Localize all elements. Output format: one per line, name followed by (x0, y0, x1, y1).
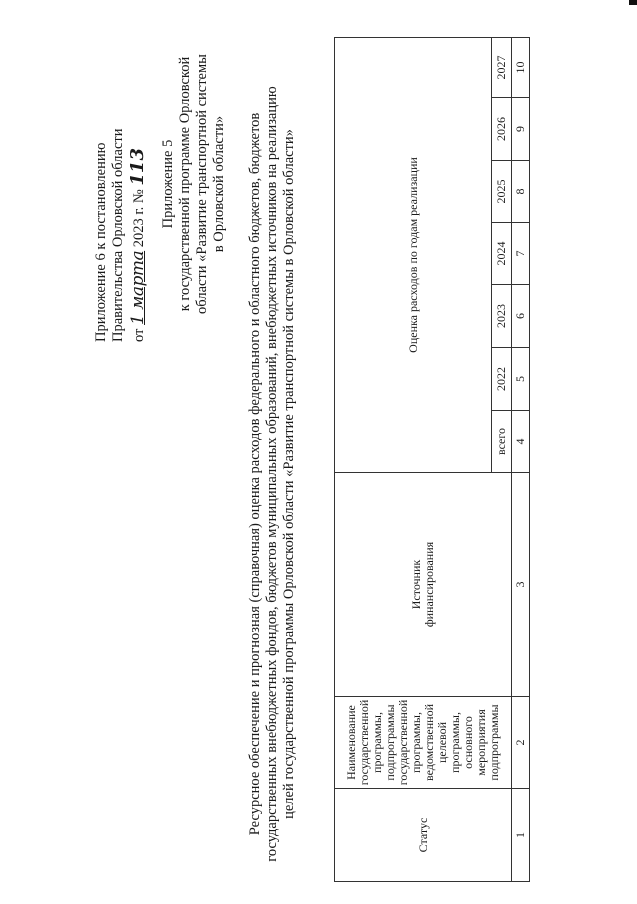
header-name-line: программы, (409, 712, 423, 773)
approval-line-1: Приложение 6 к постановлению (93, 142, 109, 342)
header-program-name (335, 697, 512, 789)
header-name-line: подпрограммы (487, 704, 501, 781)
year-2027: 2027 (492, 38, 512, 98)
date-year: 2023 г. № (131, 189, 147, 248)
header-name-line: ведомственной (422, 704, 436, 781)
column-number: 2 (512, 697, 530, 789)
column-number: 7 (512, 223, 530, 285)
column-number: 8 (512, 161, 530, 223)
column-number: 5 (512, 348, 530, 411)
document-title-line-3: целей государственной программы Орловской области «Развитие транспортной системы в Орловской области» (281, 129, 297, 819)
annex-line-1: к государственной программе Орловской (177, 56, 193, 312)
column-number: 9 (512, 98, 530, 161)
annex-line-2: области «Развитие транспортной системы (194, 54, 210, 314)
year-2024: 2024 (492, 223, 512, 285)
header-name-line: подпрограммы (383, 704, 397, 781)
approval-line-2: Правительства Орловской области (110, 128, 126, 342)
year-2023: 2023 (492, 285, 512, 348)
header-row (335, 38, 492, 882)
handwritten-number: 113 (127, 148, 148, 186)
annex-block (160, 34, 228, 334)
header-name-line: государственной (357, 699, 371, 786)
document-title-line-1: Ресурсное обеспечение и прогнозная (справочная) оценка расходов федерального и областного бюджетов, бюджетов (247, 112, 263, 836)
header-name-line: программы, (370, 712, 384, 773)
column-number: 4 (512, 411, 530, 473)
header-name-line: мероприятия (474, 709, 488, 776)
header-funding-source (335, 473, 512, 697)
year-total: всего (492, 411, 512, 473)
header-status: Статус (335, 789, 512, 882)
column-number: 1 (512, 789, 530, 882)
header-source-line: финансирования (422, 541, 436, 628)
year-2026: 2026 (492, 98, 512, 161)
column-number: 10 (512, 38, 530, 98)
date-prefix: от (131, 328, 147, 342)
document-title (247, 54, 298, 894)
header-name-line: государственной (396, 699, 410, 786)
header-name-line: целевой программы, (435, 712, 462, 773)
approval-block (93, 22, 127, 342)
annex-title: Приложение 5 (160, 139, 176, 229)
header-expense-estimate: Оценка расходов по годам реализации (335, 38, 492, 473)
header-name-line: основного (461, 716, 475, 769)
expenditure-table (334, 37, 530, 882)
annex-line-3: в Орловской области» (211, 115, 227, 253)
column-number: 3 (512, 473, 530, 697)
approval-date-line (127, 148, 148, 342)
header-source-line: Источник (409, 559, 423, 610)
column-number-row (512, 38, 530, 882)
handwritten-date: 1 марта (128, 250, 148, 325)
header-name-line: Наименование (344, 705, 358, 780)
year-2022: 2022 (492, 348, 512, 411)
year-2025: 2025 (492, 161, 512, 223)
column-number: 6 (512, 285, 530, 348)
document-title-line-2: государственных внебюджетных фондов, бюджетов муниципальных образований, внебюджетных источников на реализацию (264, 86, 280, 862)
